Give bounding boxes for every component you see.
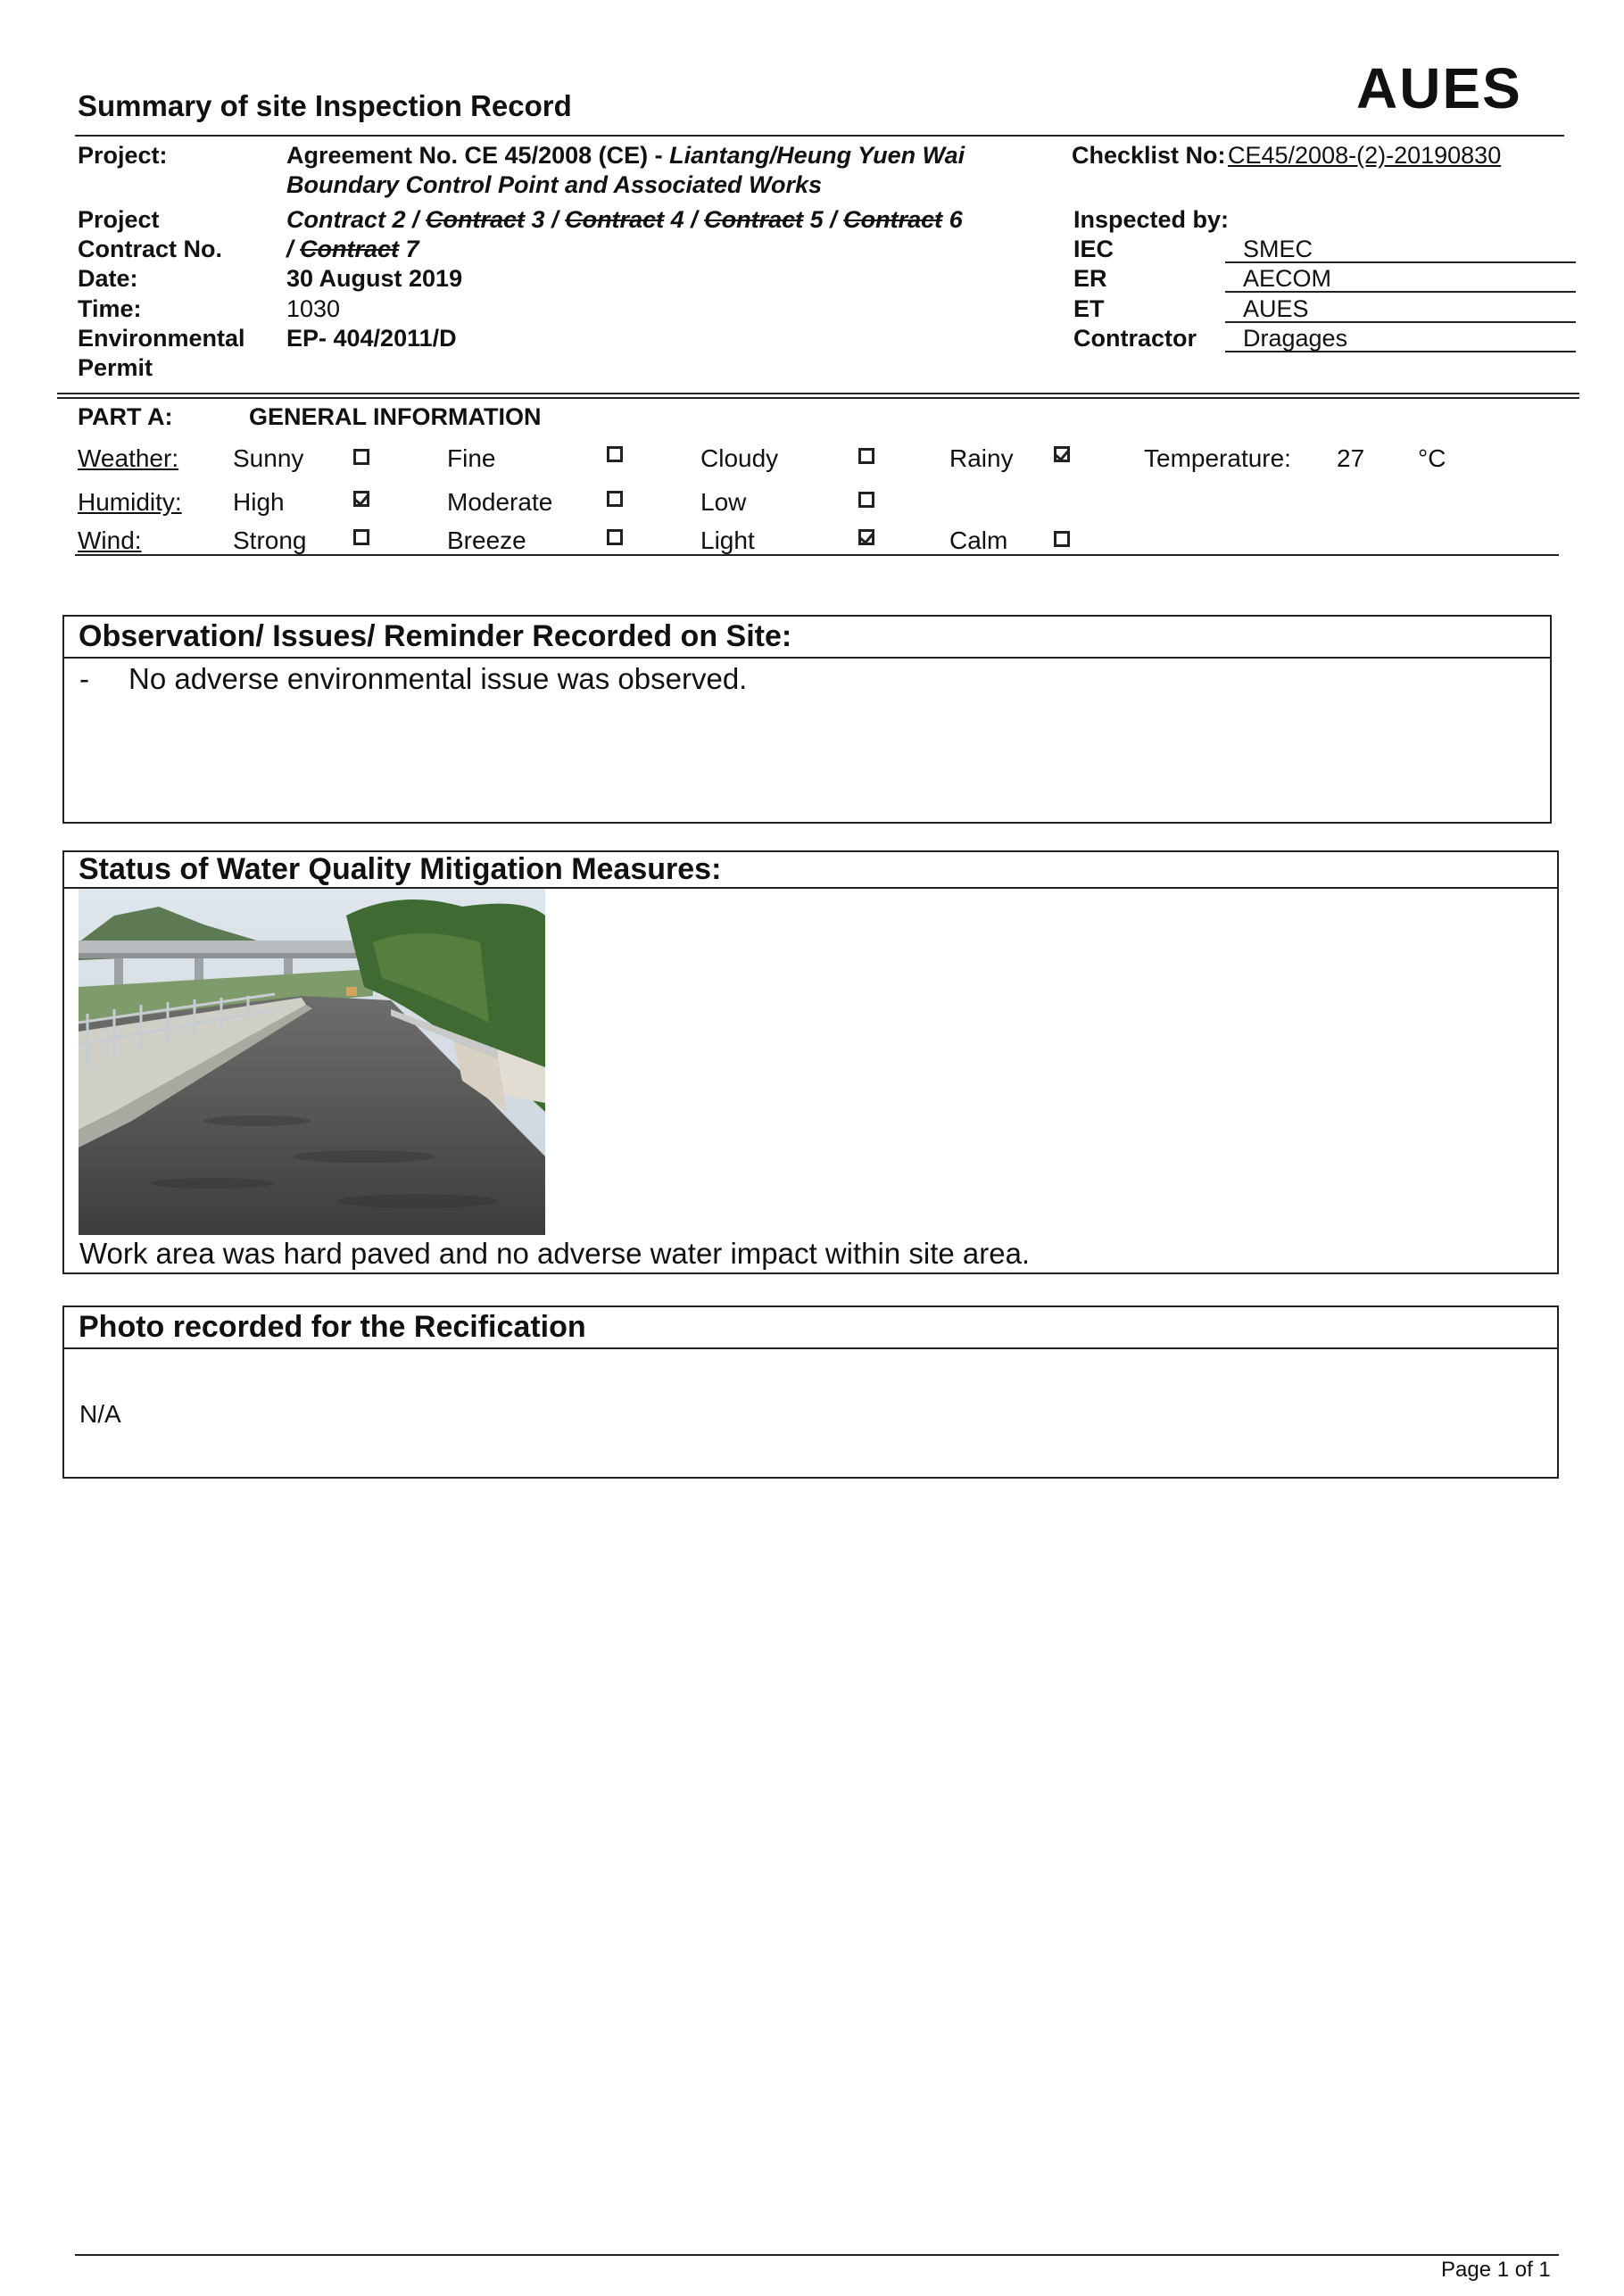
contract-text: / [286,236,301,262]
date-value: 30 August 2019 [286,265,463,292]
brand-logo-text: AUES [1356,56,1522,120]
contract-struck: Contract [565,206,665,233]
contract-label-line1: Project [78,206,160,233]
weather-rainy-label: Rainy [949,444,1014,472]
project-name-2: Boundary Control Point and Associated Works [286,171,823,198]
er-field: AECOM [1225,264,1576,293]
section-divider [57,397,1579,399]
contractor-field: Dragages [1225,324,1576,352]
contract-text: 7 [399,236,419,262]
contract-text: 6 [942,206,963,233]
checklist-label: Checklist No: [1072,142,1226,169]
project-value [286,141,1000,200]
wind-light-label: Light [700,526,755,554]
weather-fine-checkbox[interactable] [607,446,623,462]
weather-cloudy-label: Cloudy [700,444,779,472]
permit-value: EP- 404/2011/D [286,325,457,352]
inspected-by-label: Inspected by: [1073,206,1230,233]
part-a-label: PART A: [78,403,173,430]
contract-text: 4 / [664,206,705,233]
temperature-unit: °C [1418,444,1446,472]
contract-label [78,205,222,264]
page-title: Summary of site Inspection Record [78,89,572,122]
permit-label [78,324,245,383]
part-a-heading: GENERAL INFORMATION [249,403,542,430]
site-photo-image [79,889,545,1235]
humidity-label: Humidity: [78,488,182,516]
permit-label-line2: Permit [78,354,153,381]
site-photo [79,889,545,1235]
weather-rainy-checkbox[interactable] [1054,446,1070,462]
page-number: Page 1 of 1 [1441,2258,1551,2282]
wind-calm-label: Calm [949,526,1008,554]
project-name-1: Liantang/Heung Yuen Wai [669,142,965,169]
et-label: ET [1073,295,1105,322]
water-quality-heading: Status of Water Quality Mitigation Measures: [64,852,1557,889]
temperature-label: Temperature: [1144,444,1291,472]
wind-breeze-checkbox[interactable] [607,529,623,545]
observation-text: No adverse environmental issue was observed. [128,662,748,695]
contract-text: 5 / [803,206,844,233]
contract-struck: Contract [704,206,804,233]
section-divider [57,393,1579,394]
wind-strong-checkbox[interactable] [353,529,369,545]
part-a-divider [75,554,1559,556]
weather-label: Weather: [78,444,179,472]
rectification-heading: Photo recorded for the Recification [64,1307,1557,1349]
humidity-high-label: High [233,488,285,516]
contract-struck: Contract [300,236,400,262]
weather-fine-label: Fine [447,444,496,472]
project-agreement: Agreement No. CE 45/2008 (CE) - [286,142,670,169]
iec-field: SMEC [1225,235,1576,263]
water-quality-caption: Work area was hard paved and no adverse water impact within site area. [79,1237,1031,1270]
rectification-section [62,1305,1559,1479]
wind-calm-checkbox[interactable] [1054,531,1070,547]
wind-label: Wind: [78,526,142,554]
humidity-moderate-checkbox[interactable] [607,491,623,507]
iec-label: IEC [1073,236,1114,262]
observation-section [62,615,1552,824]
contract-struck: Contract [843,206,943,233]
humidity-moderate-label: Moderate [447,488,553,516]
wind-breeze-label: Breeze [447,526,526,554]
rectification-text: N/A [79,1400,121,1428]
date-label: Date: [78,265,138,292]
humidity-low-checkbox[interactable] [858,492,874,508]
weather-sunny-checkbox[interactable] [353,449,369,465]
time-label: Time: [78,295,142,322]
humidity-low-label: Low [700,488,747,516]
contract-text: Contract 2 / [286,206,427,233]
observation-bullet: - [79,662,89,695]
temperature-value: 27 [1337,444,1365,472]
contract-label-line2: Contract No. [78,236,222,262]
permit-label-line1: Environmental [78,325,245,352]
contract-struck: Contract [426,206,526,233]
header-divider [75,135,1564,137]
humidity-high-checkbox[interactable] [353,491,369,507]
contractor-label: Contractor [1073,325,1197,352]
checklist-value: CE45/2008-(2)-20190830 [1228,142,1502,169]
project-label: Project: [78,142,168,169]
wind-strong-label: Strong [233,526,307,554]
footer-divider [75,2254,1559,2256]
wind-light-checkbox[interactable] [858,529,874,545]
contract-value [286,205,1000,264]
weather-cloudy-checkbox[interactable] [858,448,874,464]
time-value: 1030 [286,295,341,322]
contract-text: 3 / [525,206,566,233]
weather-sunny-label: Sunny [233,444,304,472]
observation-heading: Observation/ Issues/ Reminder Recorded on Site: [64,617,1550,659]
et-field: AUES [1225,294,1576,323]
er-label: ER [1073,265,1107,292]
